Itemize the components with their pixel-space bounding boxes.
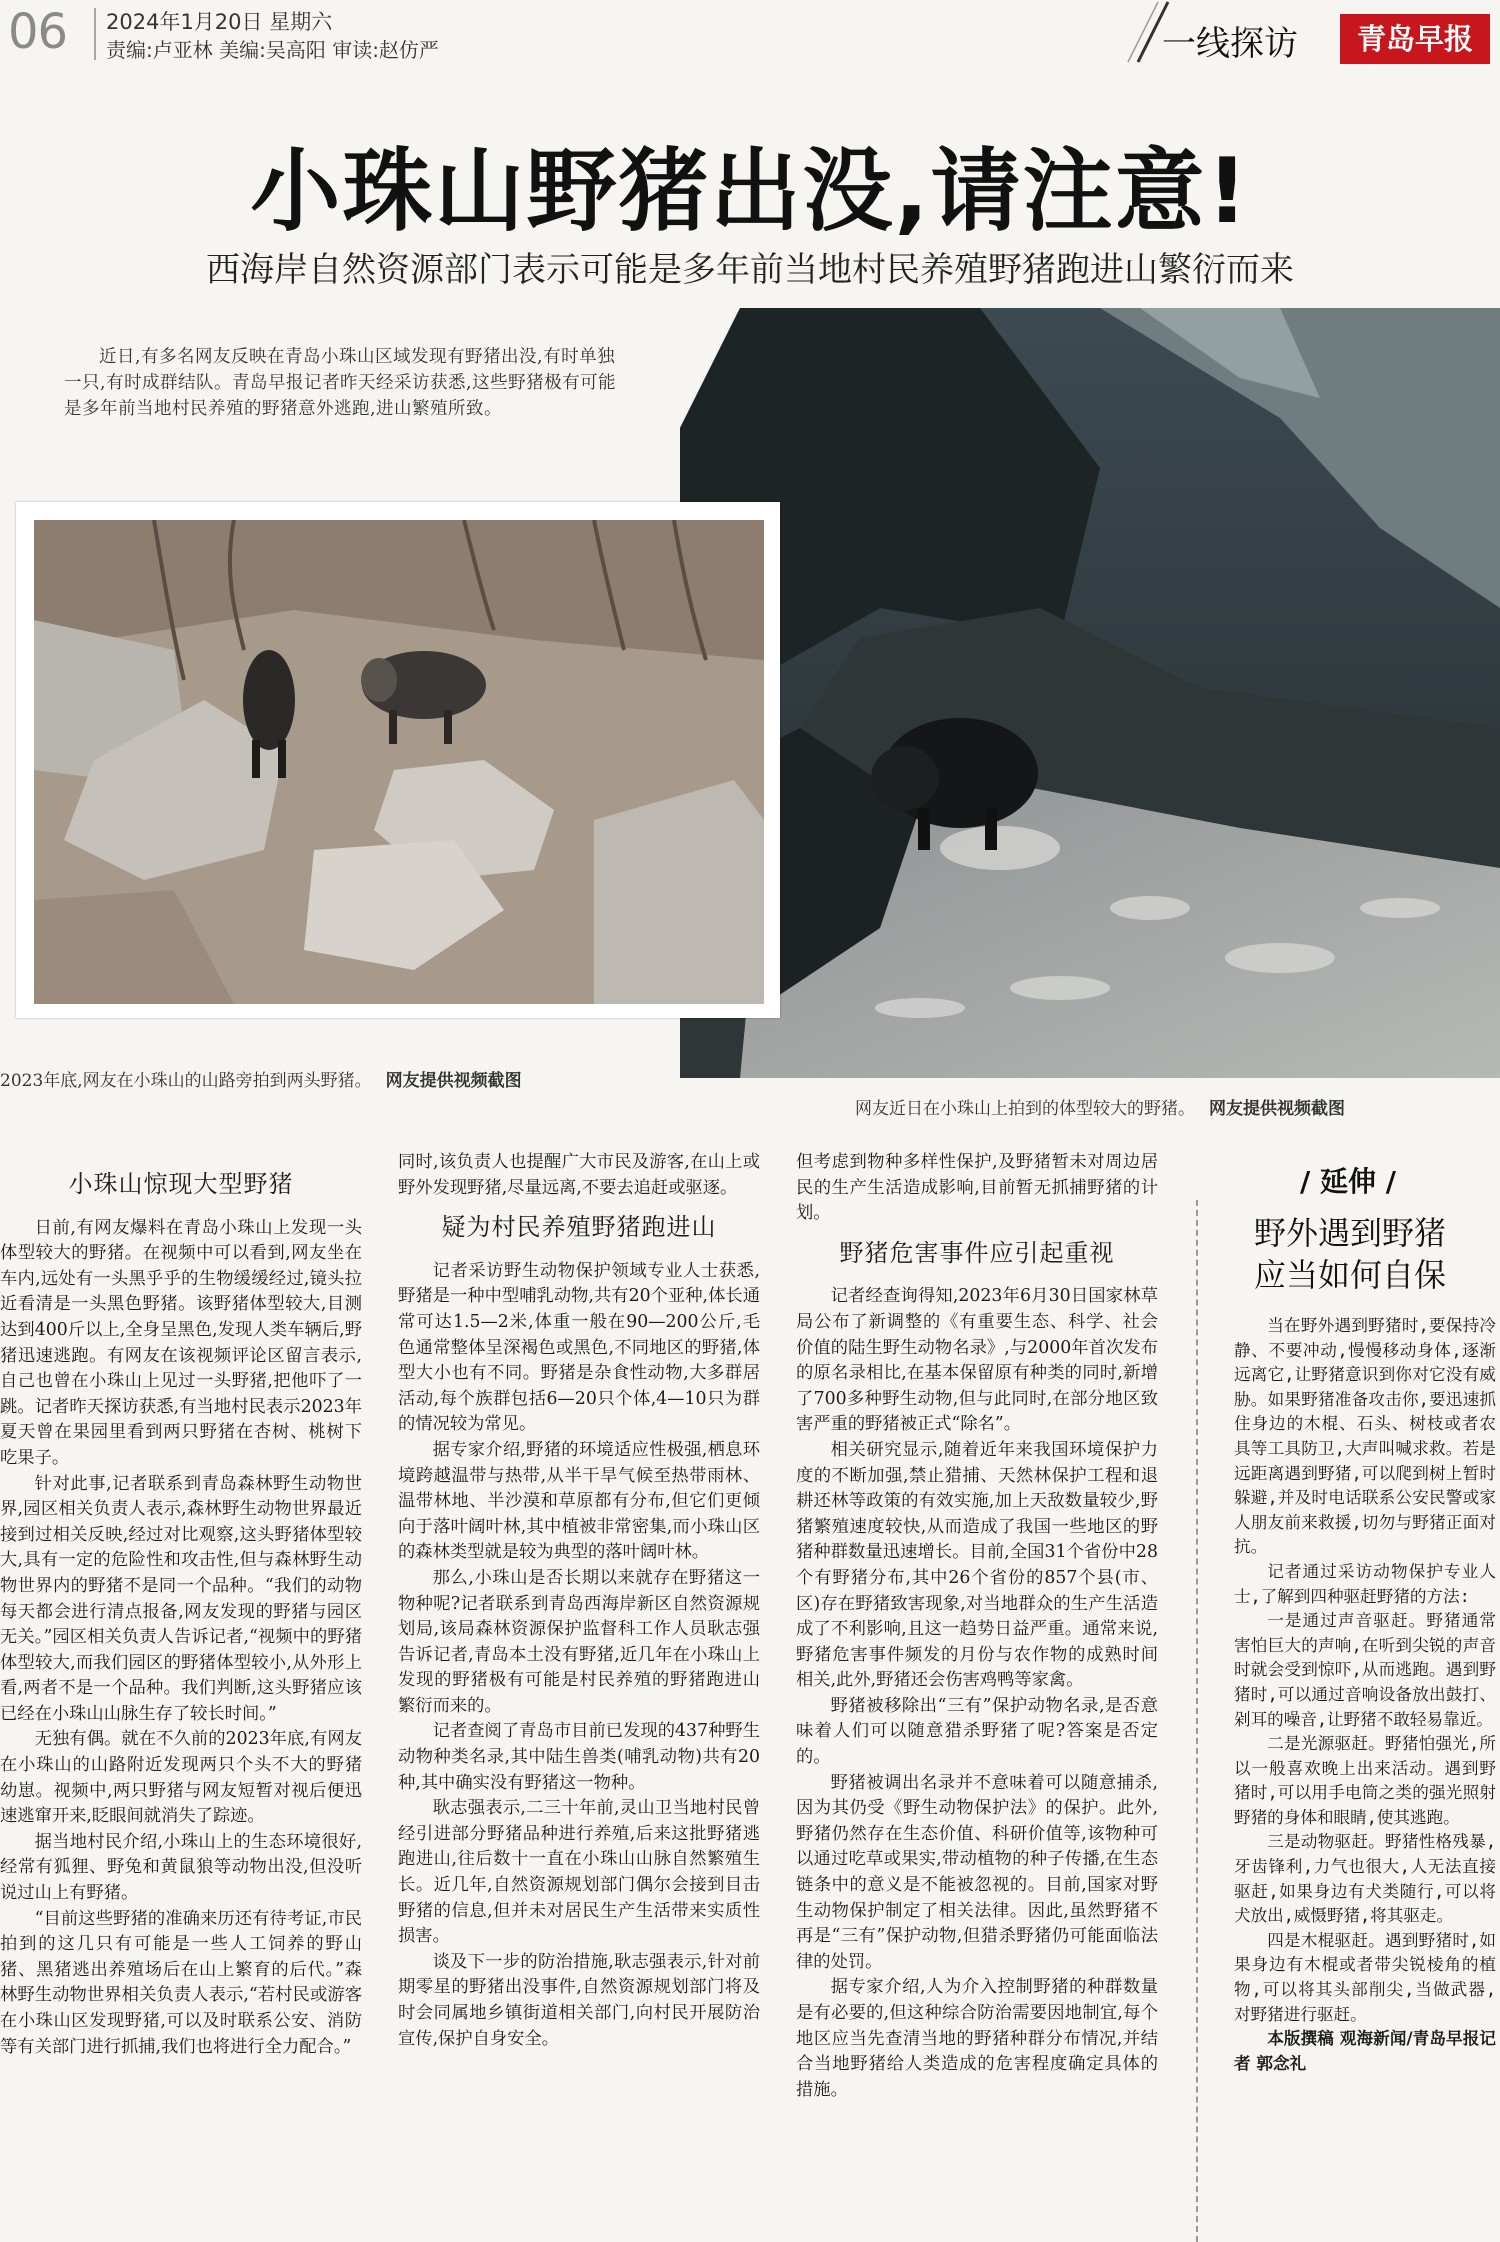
paragraph: “目前这些野猪的准确来历还有待考证,市民拍到的这几只有可能是一些人工饲养的野山猪、黑猪逃出养殖场后在山上繁育的后代。”森林野生动物世界相关负责人表示,“若村民或游客在小珠山区发现野猪,可以及时联系公安、消防等有关部门进行抓捕,我们也将进行全力配合。”: [0, 1908, 362, 2057]
sidebar-paragraph: 四是木棍驱赶。遇到野猪时,如果身边有木棍或者带尖锐棱角的植物,可以将其头部削尖,当做武器,对野猪进行驱赶。: [1234, 1930, 1496, 2024]
sidebar-paragraph: 一是通过声音驱赶。野猪通常害怕巨大的声响,在听到尖锐的声音时就会受到惊吓,从而逃跑。遇到野猪时,可以通过音响设备放出鼓打、剁耳的噪音,让野猪不敢轻易靠近。: [1234, 1611, 1496, 1729]
dateline: 2024年1月20日 星期六: [106, 10, 333, 34]
paragraph: 记者经查询得知,2023年6月30日国家林草局公布了新调整的《有重要生态、科学、社会价值的陆生野生动物名录》,与2000年首次发布的原名录相比,在基本保留原有种类的同时,新增了700多种野生动物,但与此同时,在部分地区致害严重的野猪被正式“除名”。: [796, 1286, 1158, 1435]
photo1-caption-text: 2023年底,网友在小珠山的山路旁拍到两头野猪。: [0, 1071, 372, 1091]
sidebar-body: [1234, 1314, 1496, 2076]
sidebar-tag: [1196, 1160, 1500, 1200]
article-column-1: [0, 1158, 362, 2060]
photo1-credit: 网友提供视频截图: [385, 1071, 522, 1091]
photo2-caption-text: 网友近日在小珠山上拍到的体型较大的野猪。: [855, 1099, 1195, 1119]
paragraph: 但考虑到物种多样性保护,及野猪暂未对周边居民的生产生活造成影响,目前暂无抓捕野猪的计划。: [796, 1152, 1158, 1224]
section-heading-3: 野猪危害事件应引起重视: [839, 1238, 1115, 1267]
section-name: 一线探访: [1162, 24, 1298, 64]
page-number-divider: [94, 8, 96, 60]
paragraph: 据专家介绍,人为介入控制野猪的种群数量是有必要的,但这种综合防治需要因地制宜,每个地区应当先查清当地的野猪种群分布情况,并结合当地野猪给人类造成的危害程度确定具体的措施。: [796, 1977, 1158, 2100]
sidebar-paragraph: 当在野外遇到野猪时,要保持冷静、不要冲动,慢慢移动身体,逐渐远离它,让野猪意识到你对它没有威胁。如果野猪准备攻击你,要迅速抓住身边的木棍、石头、树枝或者农具等工具防卫,大声叫喊求救。若是远距离遇到野猪,可以爬到树上暂时躲避,并及时电话联系公安民警或家人朋友前来救援,切勿与野猪正面对抗。: [1234, 1316, 1496, 1557]
paragraph: 针对此事,记者联系到青岛森林野生动物世界,园区相关负责人表示,森林野生动物世界最近接到过相关反映,经过对比观察,这头野猪体型较大,具有一定的危险性和攻击性,但与森林野生动物世界内的野猪不是同一个品种。“我们的动物每天都会进行清点报备,网友发现的野猪与园区无关。”园区相关负责人告诉记者,“视频中的野猪体型较大,而我们园区的野猪体型较小,从外形上看,两者不是一个品种。我们判断,这头野猪应该已经在小珠山山脉生存了较长时间。”: [0, 1473, 362, 1724]
paragraph: 据专家介绍,野猪的环境适应性极强,栖息环境跨越温带与热带,从半干旱气候至热带雨林、温带林地、半沙漠和草原都有分布,但它们更倾向于落叶阔叶林,其中植被非常密集,而小珠山区的森林类型就是较为典型的落叶阔叶林。: [398, 1439, 760, 1563]
article-column-3: [796, 1150, 1158, 2103]
paragraph: 相关研究显示,随着近年来我国环境保护力度的不断加强,禁止猎捕、天然林保护工程和退耕还林等政策的有效实施,加上天敌数量较少,野猪繁殖速度较快,从而造成了我国一些地区的野猪种群数量迅速增长。目前,全国31个省份中28个有野猪分布,其中26个省份的857个县(市、区)存在野猪致害现象,对当地群众的生产生活造成了不利影响,且这一趋势日益严重。通常来说,野猪危害事件频发的月份与农作物的成熟时间相关,此外,野猪还会伤害鸡鸭等家禽。: [796, 1439, 1158, 1691]
paragraph: 日前,有网友爆料在青岛小珠山上发现一头体型较大的野猪。在视频中可以看到,网友坐在车内,远处有一头黑乎乎的生物缓缓经过,镜头拉近看清是一头黑色野猪。该野猪体型较大,目测达到400斤以上,全身呈黑色,发现人类车辆后,野猪迅速逃跑。有网友在该视频评论区留言表示,自己也曾在小珠山上见过一头野猪,把他吓了一跳。记者昨天探访获悉,有当地村民表示2023年夏天曾在果园里看到两只野猪在杏树、桃树下吃果子。: [0, 1217, 362, 1468]
subheadline: 西海岸自然资源部门表示可能是多年前当地村民养殖野猪跑进山繁衍而来: [206, 250, 1294, 290]
paragraph: 谈及下一步的防治措施,耿志强表示,针对前期零星的野猪出没事件,自然资源规划部门将及时会同属地乡镇街道相关部门,向村民开展防治宣传,保护自身安全。: [398, 1951, 760, 2049]
photo2-credit: 网友提供视频截图: [1209, 1099, 1345, 1119]
sidebar-title-line2: 应当如何自保: [1253, 1256, 1446, 1294]
sidebar-paragraph: 记者通过采访动物保护专业人士,了解到四种驱赶野猪的方法:: [1234, 1561, 1496, 1606]
editor-credits: 责编:卢亚林 美编:吴高阳 审读:赵仿严: [106, 38, 439, 62]
paragraph: 野猪被调出名录并不意味着可以随意捕杀,因为其仍受《野生动物保护法》的保护。此外,野猪仍然存在生态价值、科研价值等,该物种可以通过吃草或果实,带动植物的种子传播,在生态链条中的意义是不能被忽视的。目前,国家对野生动物保护制定了相关法律。因此,虽然野猪不再是“三有”保护动物,但猎杀野猪仍可能面临法律的处罚。: [796, 1772, 1158, 1972]
photo2-caption: [855, 1094, 1345, 1119]
sidebar-title-line1: 野外遇到野猪: [1253, 1214, 1446, 1252]
section-heading-2: 疑为村民养殖野猪跑进山: [441, 1213, 717, 1242]
paragraph: 无独有偶。就在不久前的2023年底,有网友在小珠山的山路附近发现两只个头不大的野猪幼崽。视频中,两只野猪与网友短暂对视后便迅速逃窜开来,眨眼间就消失了踪迹。: [0, 1729, 362, 1827]
section-heading-1: 小珠山惊现大型野猪: [68, 1170, 294, 1198]
sidebar-title: [1200, 1212, 1500, 1296]
paragraph: 同时,该负责人也提醒广大市民及游客,在山上或野外发现野猪,尽量远离,不要去追赶或驱逐。: [398, 1152, 760, 1198]
photo-two-wild-boars: [34, 520, 764, 1004]
photo-large-wild-boar: [680, 308, 1500, 1078]
paragraph: 记者查阅了青岛市目前已发现的437种野生动物种类名录,其中陆生兽类(哺乳动物)共有20种,其中确实没有野猪这一物种。: [398, 1721, 760, 1793]
sidebar-credit: 本版撰稿 观海新闻/青岛早报记者 郭念礼: [1234, 2029, 1496, 2073]
sidebar-paragraph: 三是动物驱赶。野猪性格残暴,牙齿锋利,力气也很大,人无法直接驱赶,如果身边有犬类随行,可以将犬放出,威慑野猪,将其驱走。: [1234, 1832, 1496, 1926]
paragraph: 耿志强表示,二三十年前,灵山卫当地村民曾经引进部分野猪品种进行养殖,后来这批野猪逃跑进山,往后数十一直在小珠山山脉自然繁殖生长。近几年,自然资源规划部门偶尔会接到目击野猪的信息,但并未对居民生产生活带来实质性损害。: [398, 1798, 760, 1947]
newspaper-logo: 青岛早报: [1340, 14, 1490, 64]
page-number: 06: [8, 4, 68, 60]
paragraph: 野猪被移除出“三有”保护动物名录,是否意味着人们可以随意猎杀野猪了呢?答案是否定的。: [796, 1695, 1158, 1768]
headline: 小珠山野猪出没,请注意!: [250, 139, 1250, 244]
paragraph: 那么,小珠山是否长期以来就存在野猪这一物种呢?记者联系到青岛西海岸新区自然资源规划局,该局森林资源保护监督科工作人员耿志强告诉记者,青岛本土没有野猪,近几年在小珠山上发现的野猪极有可能是村民养殖的野猪跑进山繁衍而来的。: [398, 1567, 760, 1716]
paragraph: 据当地村民介绍,小珠山上的生态环境很好,经常有狐狸、野兔和黄鼠狼等动物出没,但没听说过山上有野猪。: [0, 1831, 362, 1904]
sidebar-tag-text: / 延伸 /: [1292, 1165, 1404, 1198]
lead-paragraph: 近日,有多名网友反映在青岛小珠山区域发现有野猪出没,有时单独一只,有时成群结队。青岛早报记者昨天经采访获悉,这些野猪极有可能是多年前当地村民养殖的野猪意外逃跑,进山繁殖所致。: [64, 347, 617, 419]
article-column-2: [398, 1150, 760, 2052]
photo1-caption: [0, 1066, 522, 1091]
sidebar-paragraph: 二是光源驱赶。野猪怕强光,所以一般喜欢晚上出来活动。遇到野猪时,可以用手电筒之类的强光照射野猪的身体和眼睛,使其逃跑。: [1234, 1734, 1496, 1827]
paragraph: 记者采访野生动物保护领域专业人士获悉,野猪是一种中型哺乳动物,共有20个亚种,体长通常可达1.5—2米,体重一般在90—200公斤,毛色通常整体呈深褐色或黑色,不同地区的野猪,体型大小也有不同。野猪是杂食性动物,大多群居活动,每个族群包括6—20只个体,4—10只为群的情况较为常见。: [398, 1260, 760, 1435]
